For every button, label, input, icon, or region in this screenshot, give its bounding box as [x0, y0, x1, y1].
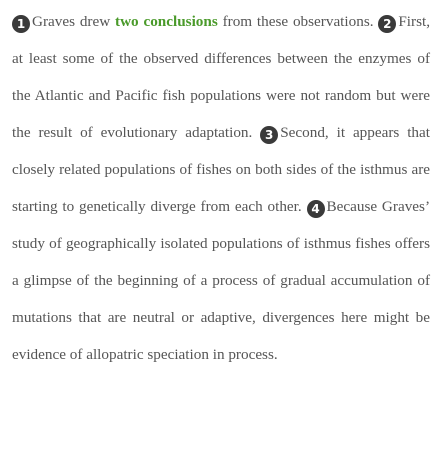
highlight-two-conclusions: two conclusions — [115, 13, 218, 30]
sentence-2: First, at least some of the observed differences between the enzymes of the Atlantic and Pacific fish populations were not random but were the result of evolutionary adaptation. — [12, 13, 431, 141]
sentence-1-before: Graves drew — [32, 13, 116, 30]
sentence-4: Because Graves’ study of geographically isolated populations of isthmus fishes offers a glimpse of the beginning of a process of gradual accumulation of mutations that are neutral or adaptive, divergences here might be evidence of allopatric speciation in process. — [12, 198, 431, 363]
sentence-number-badge-4: 4 — [307, 200, 325, 218]
sentence-number-badge-3: 3 — [260, 126, 278, 144]
passage-text — [12, 3, 430, 373]
sentence-number-badge-1: 1 — [12, 15, 30, 33]
sentence-1-after: from these observations. — [217, 13, 374, 30]
sentence-3: Second, it appears that closely related populations of fishes on both sides of the isthmus are starting to genetically diverge from each other. — [12, 124, 430, 215]
sentence-number-badge-2: 2 — [378, 15, 396, 33]
